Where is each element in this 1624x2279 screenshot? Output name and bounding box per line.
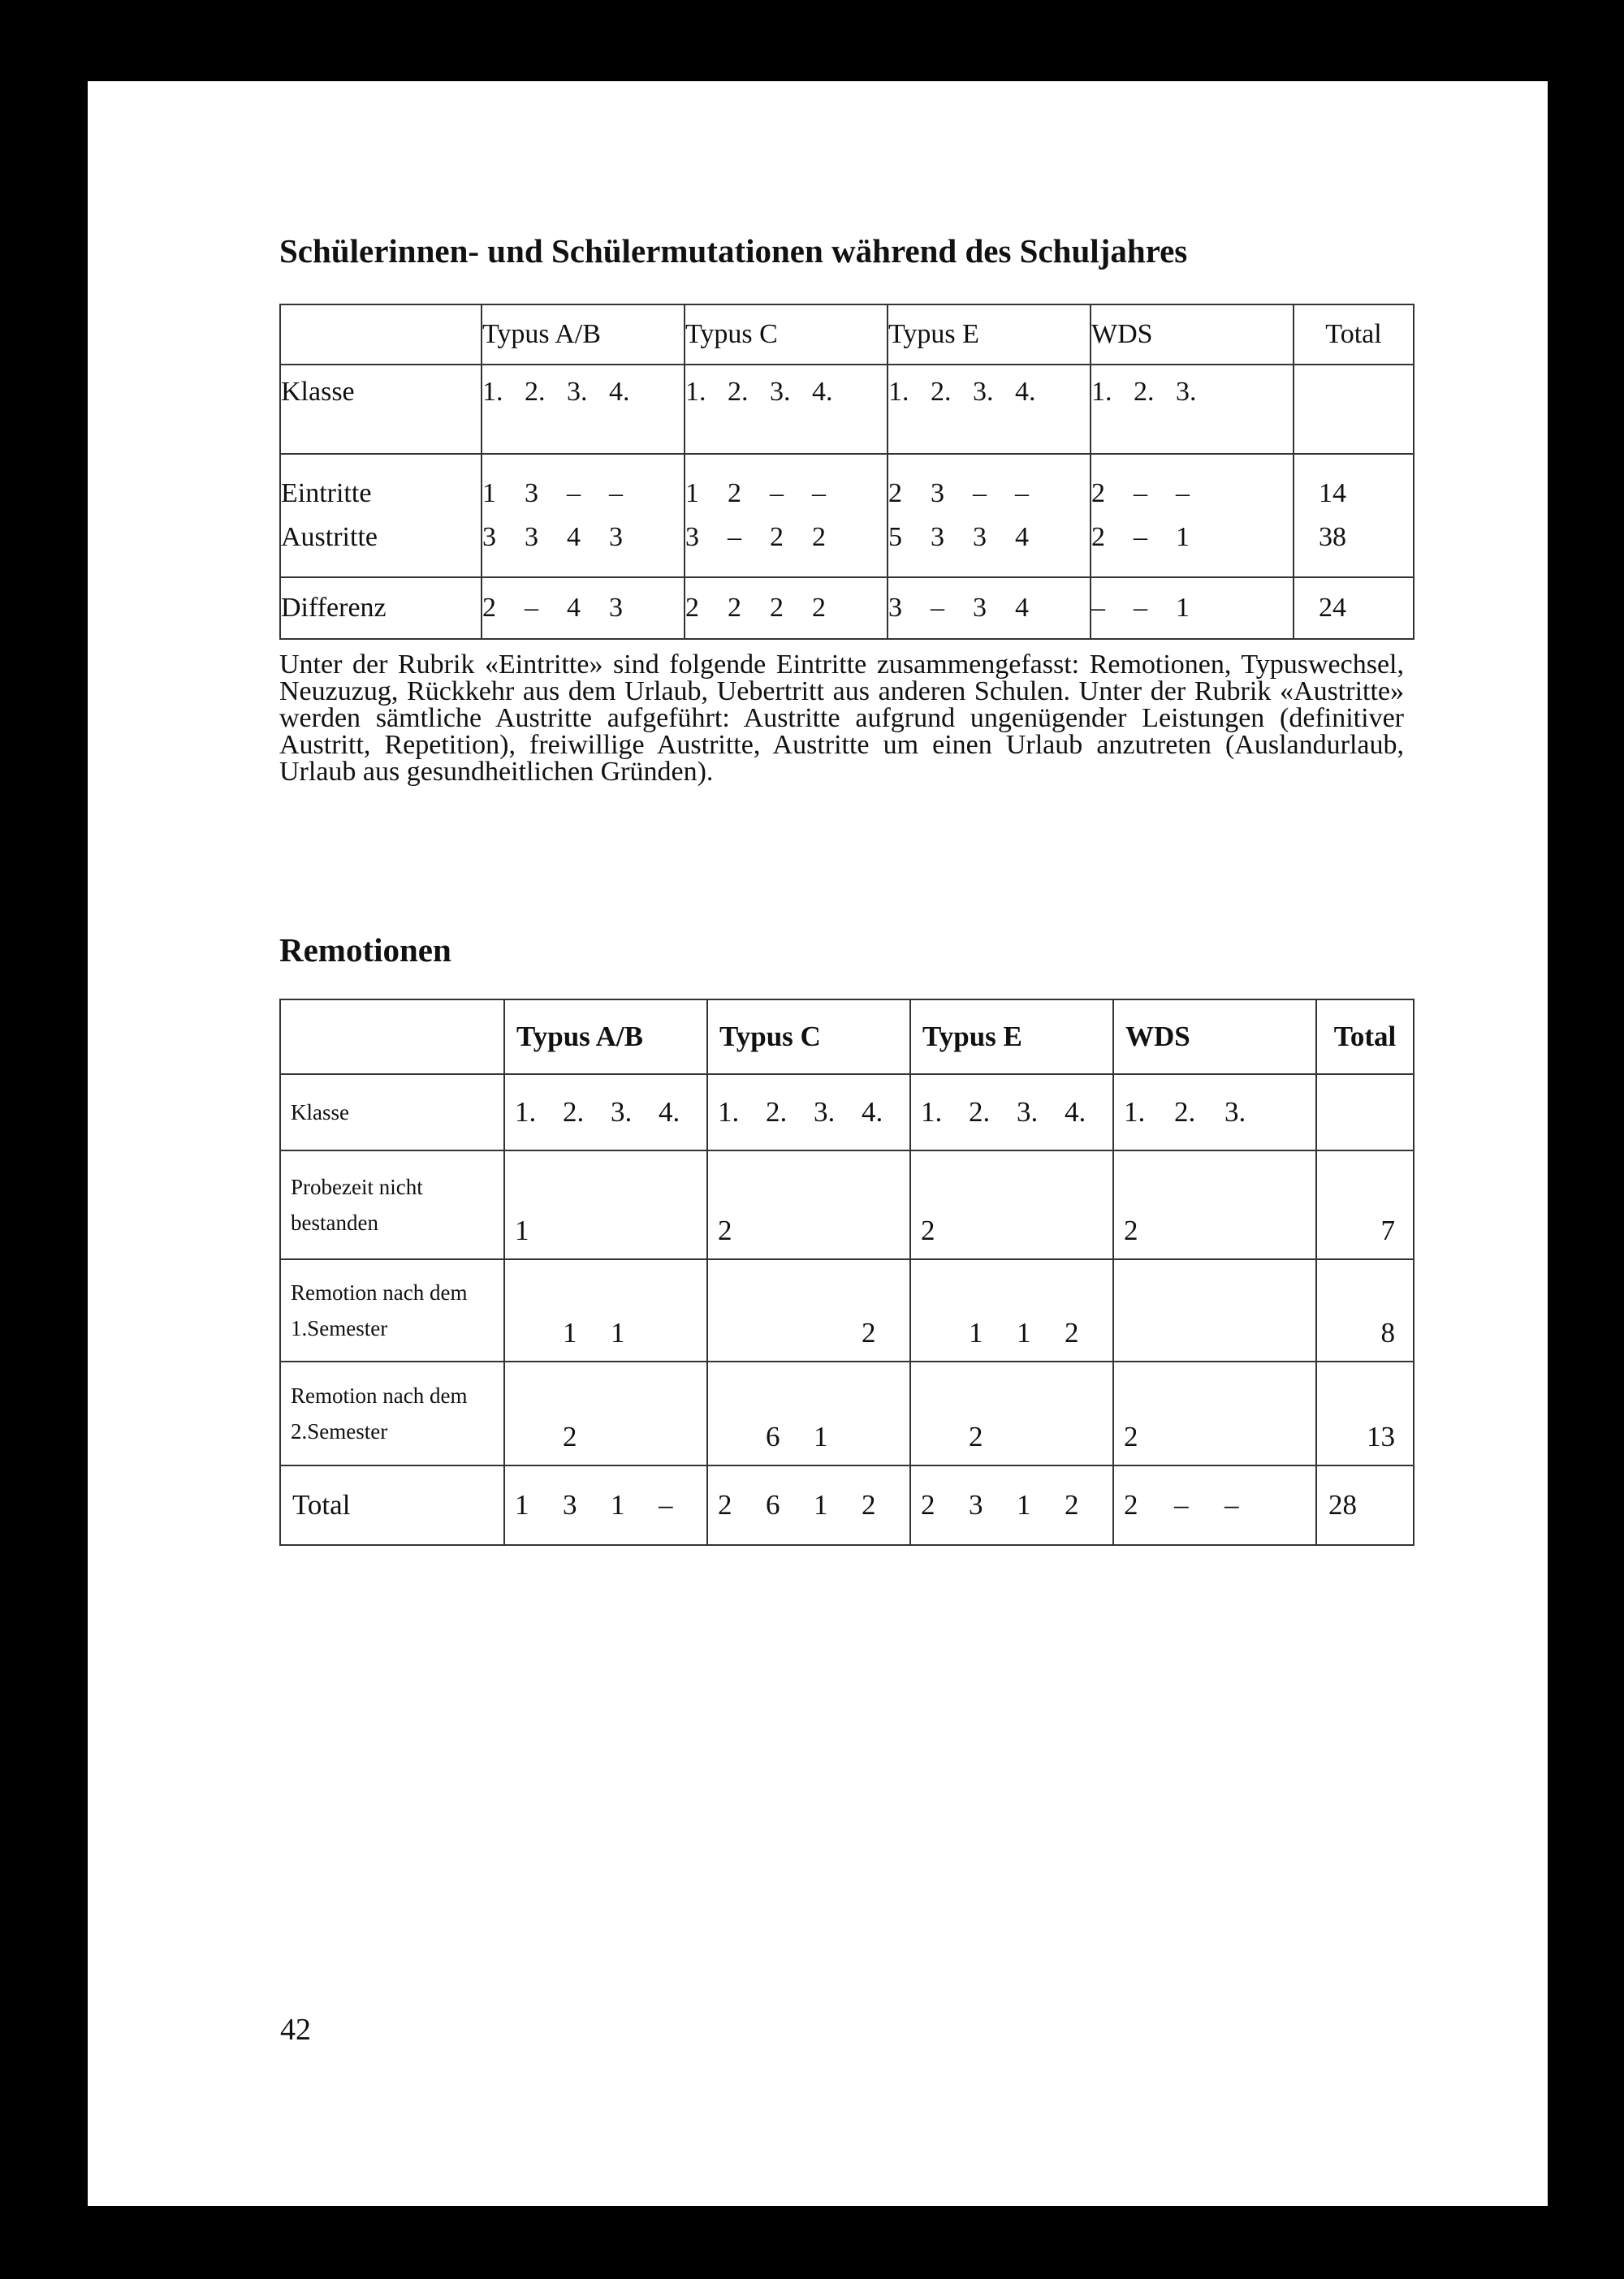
table-row — [280, 1259, 1414, 1362]
table-header-row — [280, 304, 1414, 365]
ea-cell-c: 1 2 – – 3 – 2 2 — [685, 454, 888, 577]
explanation-paragraph: Unter der Rubrik «Eintritte» sind folgende Eintritte zusammengefasst: Remotionen, Typuswechsel, Neuzuzug, Rückkehr aus dem Urlaub, Uebertritt aus anderen Schulen. Unter der Rubrik «Austritte» werden sämtliche Austritte aufgeführt: Austritte aufgrund ungenügender Leistungen (definitiver Austritt, Repetition), freiwillige Austritte, Austritte um einen Urlaub anzutreten (Auslandurlaub, Urlaub aus gesundheitlichen Gründen). — [279, 650, 1404, 787]
remotion1-cell-c: 2 — [707, 1259, 910, 1362]
diff-cell-total: 24 — [1294, 577, 1414, 639]
klasse-cell-total — [1316, 1074, 1414, 1150]
header-typus-ab: Typus A/B — [504, 999, 707, 1074]
header-wds: WDS — [1113, 999, 1316, 1074]
remotion1-cell-total: 8 — [1316, 1259, 1414, 1362]
total-cell-total: 28 — [1316, 1465, 1414, 1545]
row-label-total: Total — [280, 1465, 504, 1545]
row-label-probezeit: Probezeit nicht bestanden — [280, 1150, 504, 1259]
remotion1-cell-ab: 1 1 — [504, 1259, 707, 1362]
table-row — [280, 1362, 1414, 1465]
diff-cell-e: 3 – 3 4 — [888, 577, 1091, 639]
ea-cell-e: 2 3 – – 5 3 3 4 — [888, 454, 1091, 577]
row-label-eintritte-austritte — [280, 454, 482, 577]
header-cell-empty — [280, 999, 504, 1074]
mutationen-table — [279, 304, 1415, 640]
table-header-row — [280, 999, 1414, 1074]
table-row — [280, 365, 1414, 454]
remotion1-cell-wds — [1113, 1259, 1316, 1362]
remotion1-cell-e: 1 1 2 — [910, 1259, 1113, 1362]
row-label-klasse: Klasse — [280, 365, 482, 454]
row-label-differenz: Differenz — [280, 577, 482, 639]
header-typus-e: Typus E — [888, 304, 1091, 365]
klasse-cell-wds: 1. 2. 3. — [1091, 365, 1294, 454]
table-row — [280, 1074, 1414, 1150]
klasse-cell-ab: 1. 2. 3. 4. — [482, 365, 685, 454]
klasse-cell-c: 1. 2. 3. 4. — [707, 1074, 910, 1150]
header-wds: WDS — [1091, 304, 1294, 365]
remotion2-cell-total: 13 — [1316, 1362, 1414, 1465]
diff-cell-wds: – – 1 — [1091, 577, 1294, 639]
total-cell-ab: 1 3 1 – — [504, 1465, 707, 1545]
probezeit-cell-c: 2 — [707, 1150, 910, 1259]
probezeit-cell-total: 7 — [1316, 1150, 1414, 1259]
label-eintritte: Eintritte — [281, 478, 372, 508]
header-total: Total — [1294, 304, 1414, 365]
header-cell-empty — [280, 304, 482, 365]
row-label-klasse: Klasse — [280, 1074, 504, 1150]
total-cell-e: 2 3 1 2 — [910, 1465, 1113, 1545]
header-typus-c: Typus C — [685, 304, 888, 365]
label-austritte: Austritte — [281, 522, 378, 552]
probezeit-cell-wds: 2 — [1113, 1150, 1316, 1259]
header-typus-e: Typus E — [910, 999, 1113, 1074]
klasse-cell-wds: 1. 2. 3. — [1113, 1074, 1316, 1150]
remotion2-cell-e: 2 — [910, 1362, 1113, 1465]
table-row — [280, 577, 1414, 639]
diff-cell-ab: 2 – 4 3 — [482, 577, 685, 639]
ea-cell-wds: 2 – – 2 – 1 — [1091, 454, 1294, 577]
remotion2-cell-ab: 2 — [504, 1362, 707, 1465]
klasse-cell-c: 1. 2. 3. 4. — [685, 365, 888, 454]
ea-cell-total: 14 38 — [1294, 454, 1414, 577]
header-typus-ab: Typus A/B — [482, 304, 685, 365]
header-typus-c: Typus C — [707, 999, 910, 1074]
table-row — [280, 454, 1414, 577]
probezeit-cell-ab: 1 — [504, 1150, 707, 1259]
ea-cell-ab: 1 3 – – 3 3 4 3 — [482, 454, 685, 577]
remotionen-table — [279, 999, 1415, 1546]
section-heading-mutationen: Schülerinnen- und Schülermutationen während des Schuljahres — [279, 232, 1188, 270]
klasse-cell-e: 1. 2. 3. 4. — [910, 1074, 1113, 1150]
page-number: 42 — [280, 2013, 311, 2047]
table-row — [280, 1150, 1414, 1259]
total-cell-c: 2 6 1 2 — [707, 1465, 910, 1545]
header-total: Total — [1316, 999, 1414, 1074]
remotion2-cell-wds: 2 — [1113, 1362, 1316, 1465]
total-cell-wds: 2 – – — [1113, 1465, 1316, 1545]
klasse-cell-ab: 1. 2. 3. 4. — [504, 1074, 707, 1150]
section-heading-remotionen: Remotionen — [279, 931, 451, 969]
row-label-remotion-2: Remotion nach dem 2.Semester — [280, 1362, 504, 1465]
klasse-cell-total — [1294, 365, 1414, 454]
probezeit-cell-e: 2 — [910, 1150, 1113, 1259]
row-label-remotion-1: Remotion nach dem 1.Semester — [280, 1259, 504, 1362]
table-row — [280, 1465, 1414, 1545]
remotion2-cell-c: 6 1 — [707, 1362, 910, 1465]
klasse-cell-e: 1. 2. 3. 4. — [888, 365, 1091, 454]
diff-cell-c: 2 2 2 2 — [685, 577, 888, 639]
